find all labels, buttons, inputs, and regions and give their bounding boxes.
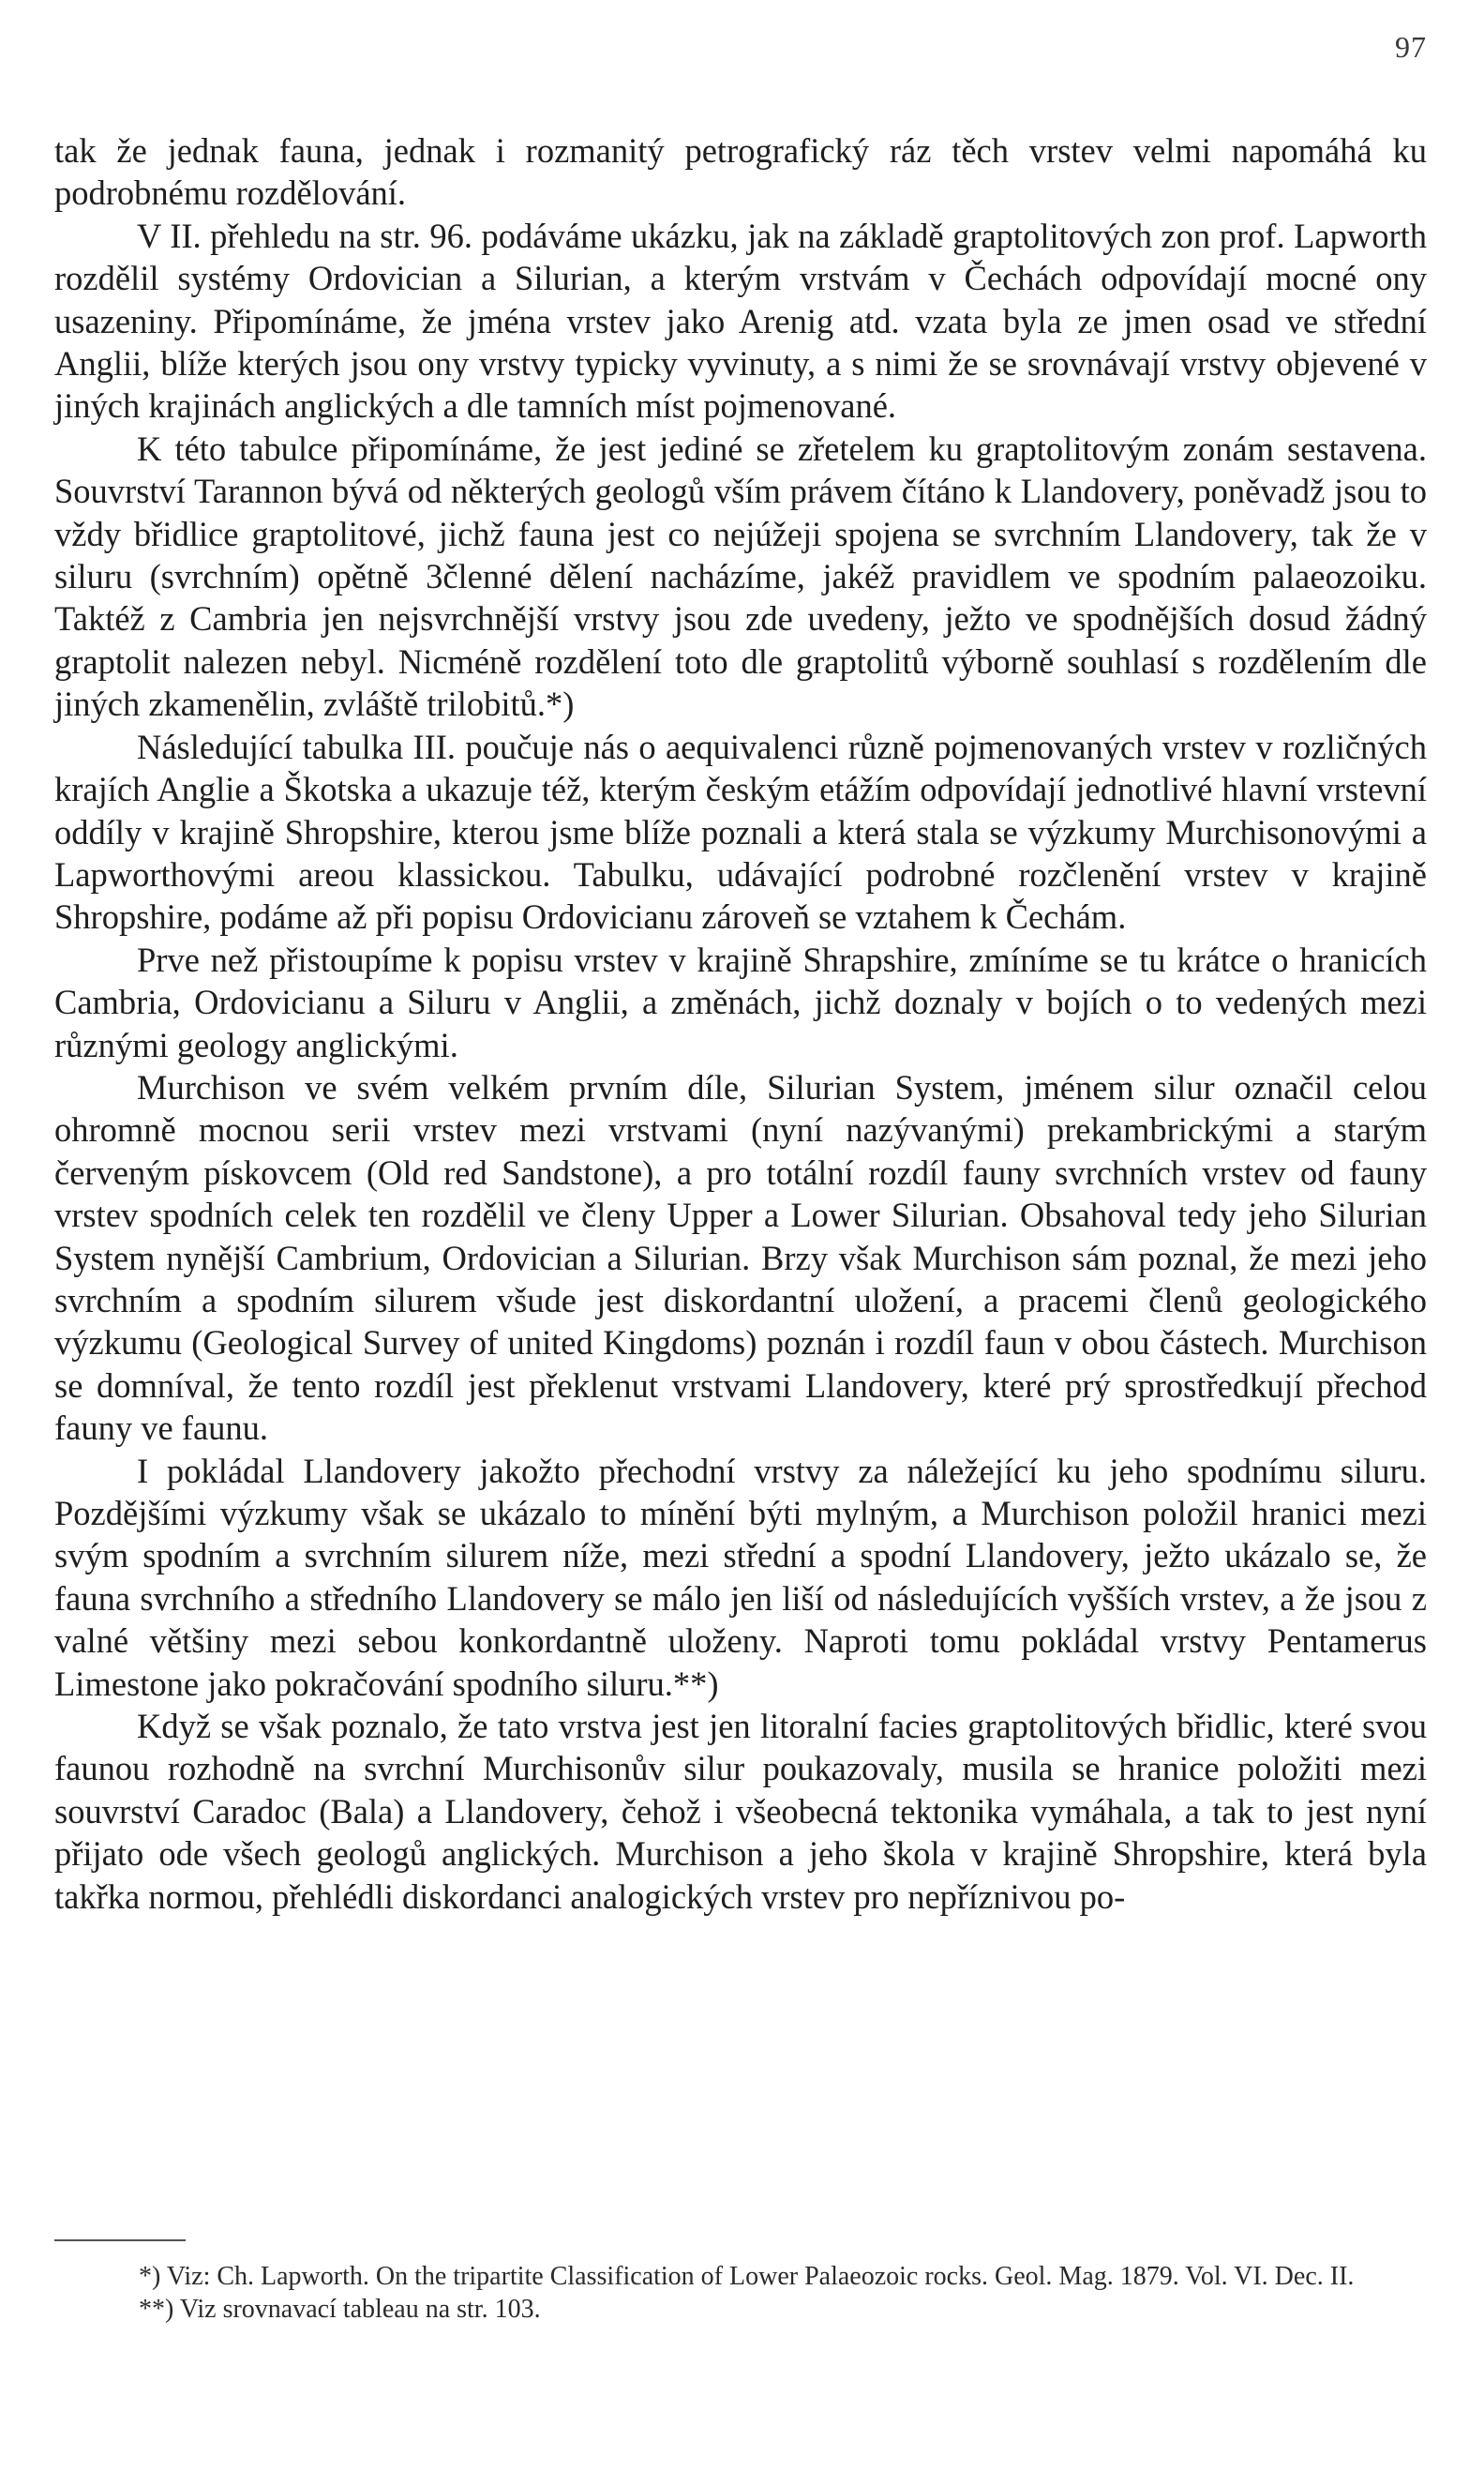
footnotes xyxy=(54,2260,1427,2326)
document-page xyxy=(54,0,1427,2471)
paragraph: Murchison ve svém velkém prvním díle, Silurian System, jménem silur označil celou ohromně mocnou serii vrstev mezi vrstvami (nyní nazývanými) prekambrickými a starým červeným pískovcem (Old red Sandstone), a pro totální rozdíl fauny svrchních vrstev od fauny vrstev spodních celek ten rozdělil ve členy Upper a Lower Silurian. Obsahoval tedy jeho Silurian System nynější Cambrium, Ordovician a Silurian. Brzy však Murchison sám poznal, že mezi jeho svrchním a spodním silurem všude jest diskordantní uložení, a pracemi členů geologického výzkumu (Geological Survey of united Kingdoms) poznán i rozdíl faun v obou částech. Murchison se domníval, že tento rozdíl jest překlenut vrstvami Llandovery, které prý sprostředkují přechod fauny ve faunu. xyxy=(54,1067,1427,1448)
paragraph: V II. přehledu na str. 96. podáváme ukázku, jak na základě graptolitových zon prof. Lapworth rozdělil systémy Ordovician a Silurian, a kterým vrstvám v Čechách odpovídají mocné ony usazeniny. Připomínáme, že jména vrstev jako Arenig atd. vzata byla ze jmen osad ve střední Anglii, blíže kterých jsou ony vrstvy typicky vyvinuty, a s nimi že se srovnávají vrstvy objevené v jiných krajinách anglických a dle tamních míst pojmenované. xyxy=(54,216,1427,426)
footnote-divider xyxy=(54,2239,186,2241)
paragraph: tak že jednak fauna, jednak i rozmanitý petrografický ráz těch vrstev velmi napomáhá ku podrobnému rozdělování. xyxy=(54,131,1427,213)
paragraph: I pokládal Llandovery jakožto přechodní vrstvy za náležející ku jeho spodnímu siluru. Pozdějšími výzkumy však se ukázalo to mínění býti mylným, a Murchison položil hranici mezi svým spodním a svrchním silurem níže, mezi střední a spodní Llandovery, ježto ukázalo se, že fauna svrchního a středního Llandovery se málo jen liší od následujících vyšších vrstev, a že jsou z valné většiny mezi sebou konkordantně uloženy. Naproti tomu pokládal vrstvy Pentamerus Limestone jako pokračování spodního siluru.**) xyxy=(54,1451,1427,1703)
paragraph: Následující tabulka III. poučuje nás o aequivalenci různě pojmenovaných vrstev v rozličných krajích Anglie a Škotska a ukazuje též, kterým českým etážím odpovídají jednotlivé hlavní vrstevní oddíly v krajině Shropshire, kterou jsme blíže poznali a která stala se výzkumy Murchisonovými a Lapworthovými areou klassickou. Tabulku, udávající podrobné rozčlenění vrstev v krajině Shropshire, podáme až při popisu Ordovicianu zároveň se vztahem k Čechám. xyxy=(54,727,1427,937)
paragraph: Prve než přistoupíme k popisu vrstev v krajině Shrapshire, zmíníme se tu krátce o hranicích Cambria, Ordovicianu a Siluru v Anglii, a změnách, jichž doznaly v bojích o to vedených mezi různými geology anglickými. xyxy=(54,940,1427,1064)
paragraph: Když se však poznalo, že tato vrstva jest jen litoralní facies graptolitových břidlic, které svou faunou rozhodně na svrchní Murchisonův silur poukazovaly, musila se hranice položiti mezi souvrství Caradoc (Bala) a Llandovery, čehož i všeobecná tektonika vymáhala, a tak to jest nyní přijato ode všech geologů anglických. Murchison a jeho škola v krajině Shropshire, která byla takřka normou, přehlédli diskordanci analogických vrstev pro nepříznivou po- xyxy=(54,1707,1427,1916)
footnote: **) Viz srovnavací tableau na str. 103. xyxy=(139,2295,541,2324)
paragraph: K této tabulce připomínáme, že jest jediné se zřetelem ku graptolitovým zonám sestavena. Souvrství Tarannon bývá od některých geologů vším právem čítáno k Llandovery, poněvadž jsou to vždy břidlice graptolitové, jichž fauna jest co nejúžeji spojena se svrchním Llandovery, tak že v siluru (svrchním) opětně 3členné dělení nacházíme, jakéž pravidlem ve spodním palaeozoiku. Taktéž z Cambria jen nejsvrchnější vrstvy jsou zde uvedeny, ježto ve spodnějších dosud žádný graptolit nalezen nebyl. Nicméně rozdělení toto dle graptolitů výborně souhlasí s rozdělením dle jiných zkamenělin, zvláště trilobitů.*) xyxy=(54,429,1427,724)
body-text xyxy=(54,129,1427,1918)
footnote: *) Viz: Ch. Lapworth. On the tripartite Classification of Lower Palaeozoic rocks. Geol. Mag. 1879. Vol. VI. Dec. II. xyxy=(139,2262,1355,2291)
page-number: 97 xyxy=(1395,30,1427,64)
